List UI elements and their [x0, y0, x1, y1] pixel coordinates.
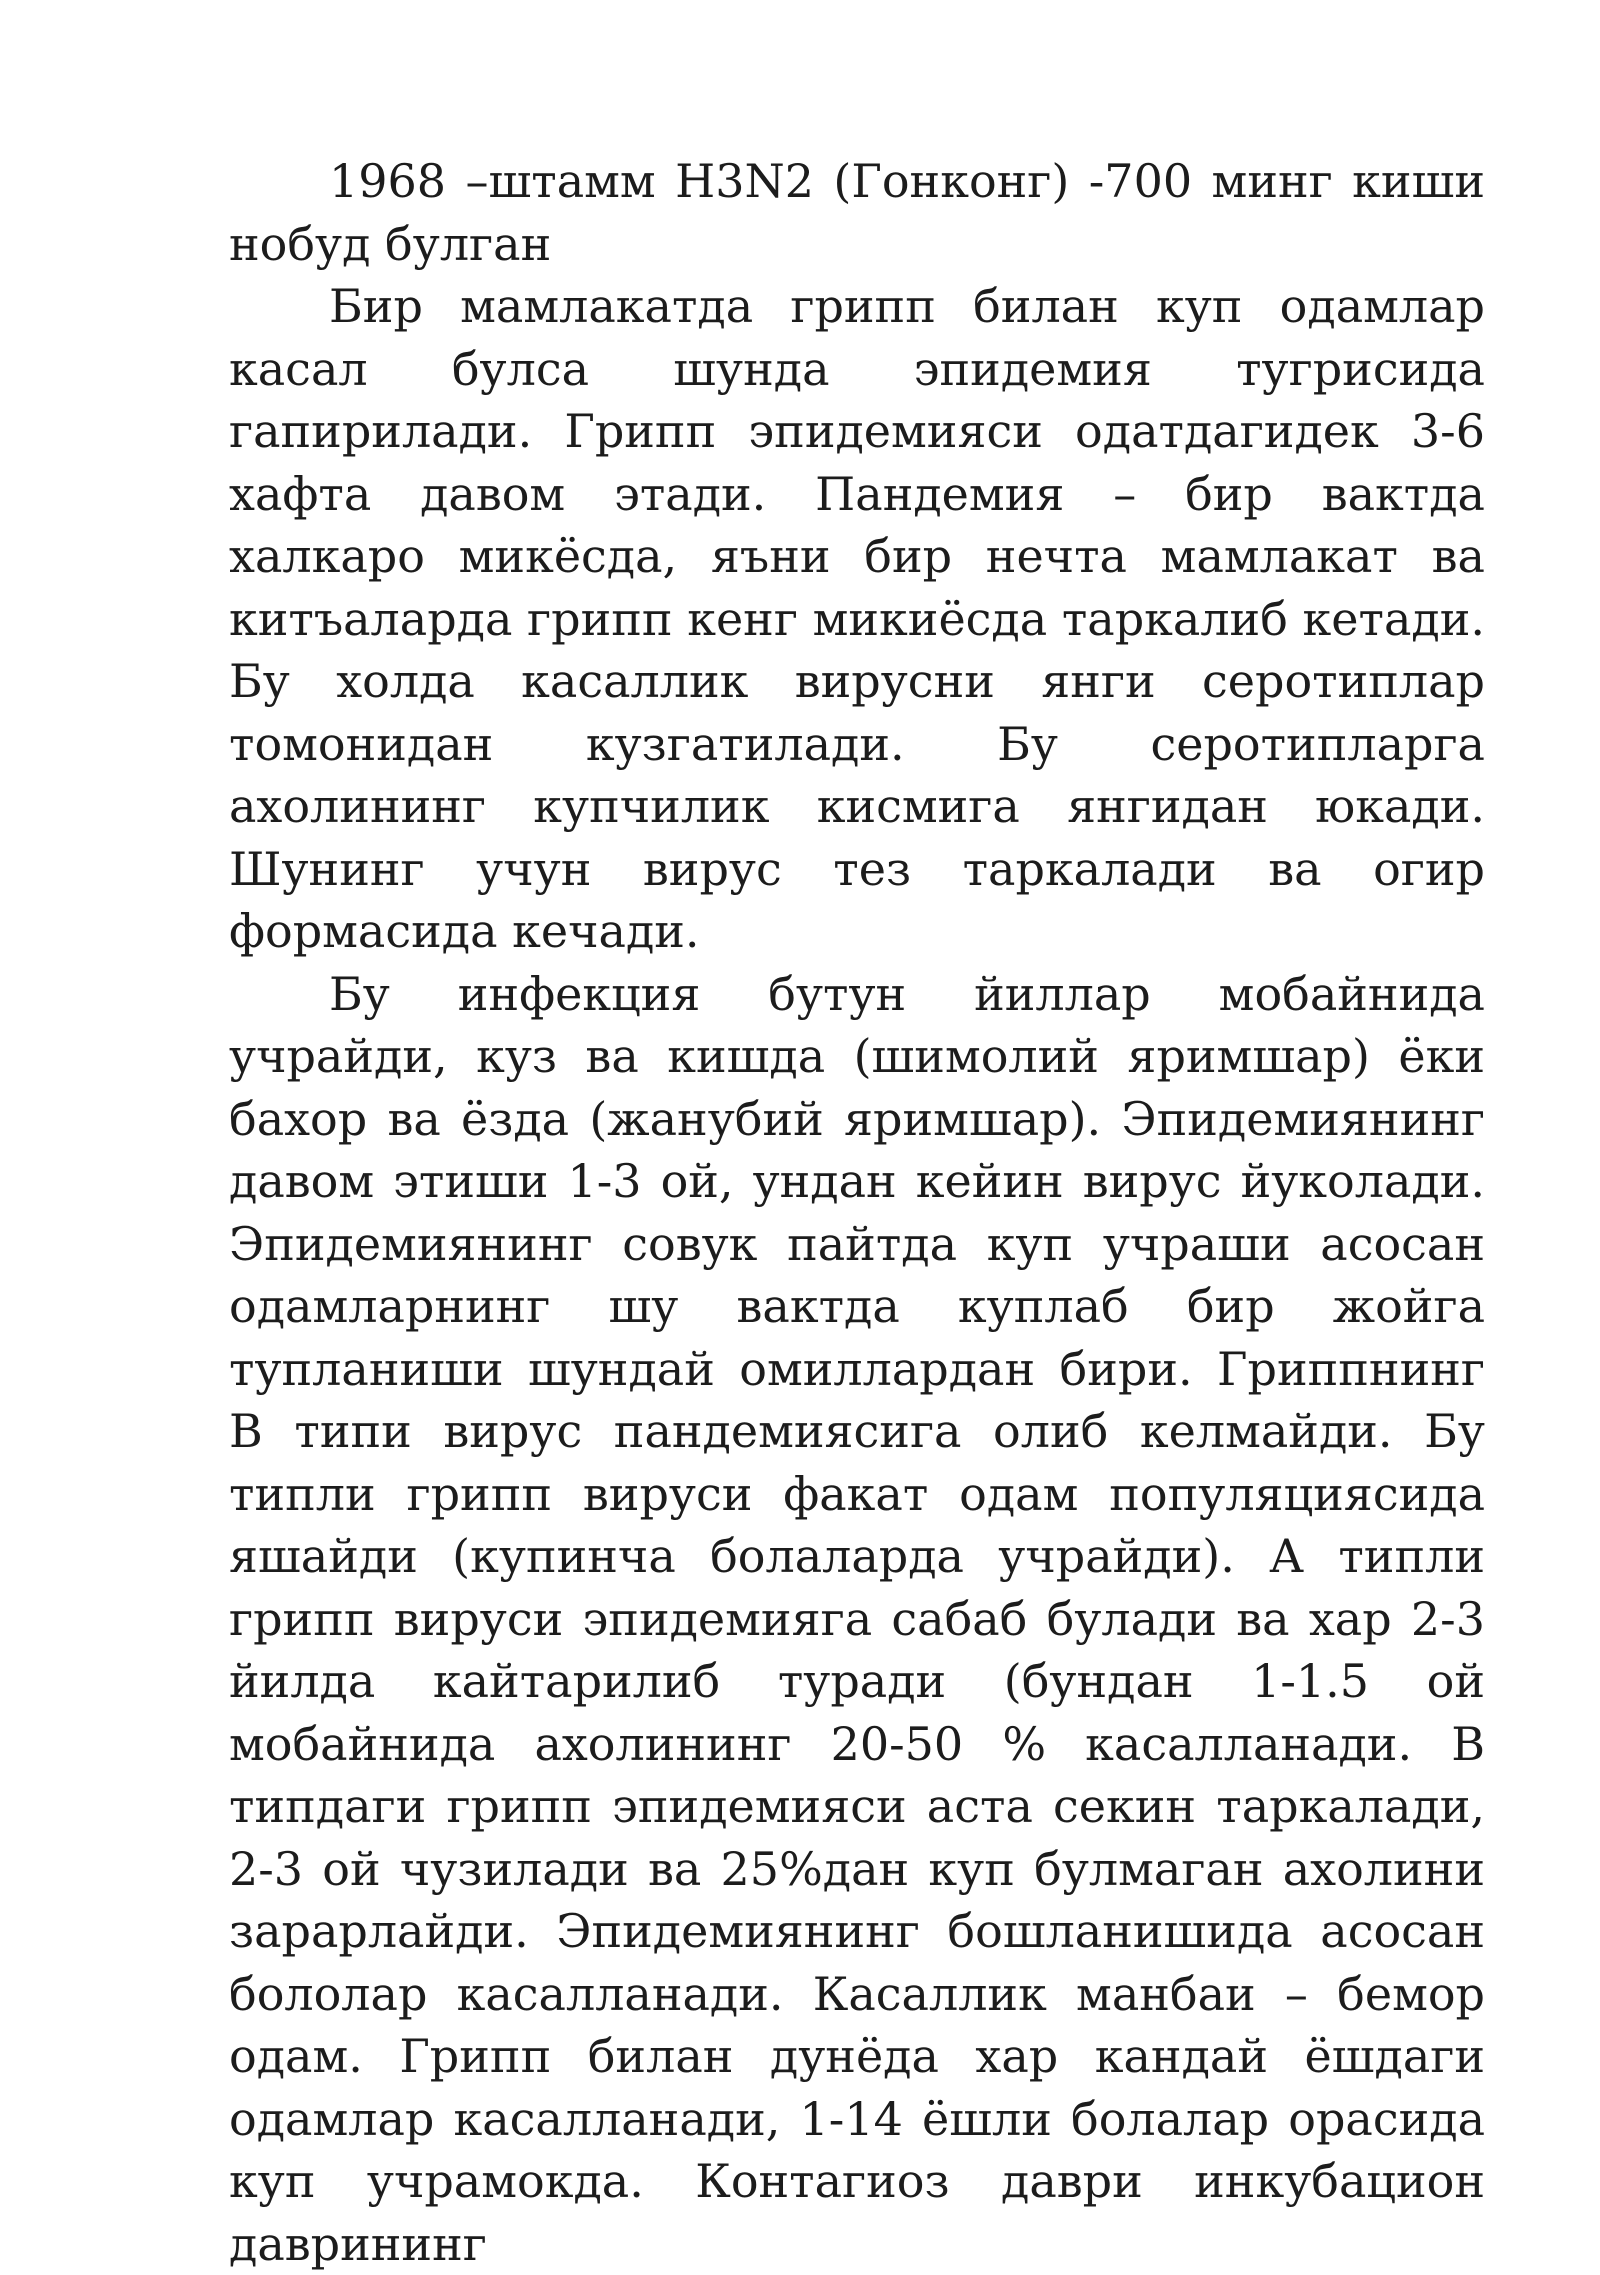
paragraph-epidemic-pandemic: Бир мамлакатда грипп билан куп одамлар касал булса шунда эпидемия тугрисида гапирилади. Грипп эпидемияси одатдагидек 3-6 хафта давом этади. Пандемия – бир вактда халкаро микёсда, яъни бир нечта мамлакат ва китъаларда грипп кенг микиёсда таркалиб кетади. Бу холда касаллик вирусни янги серотиплар томонидан кузгатилади. Бу серотипларга ахолининг купчилик кисмига янгидан юкади. Шунинг учун вирус тез таркалади ва огир формасида кечади.	[229, 275, 1485, 963]
paragraph-seasonality: Бу инфекция бутун йиллар мобайнида учрайди, куз ва кишда (шимолий яримшар) ёки бахор ва ёзда (жанубий яримшар). Эпидемиянинг давом этиши 1-3 ой, ундан кейин вирус йуколади. Эпидемиянинг совук пайтда куп учраши асосан одамларнинг шу вактда куплаб бир жойга тупланиши шундай омиллардан бири. Гриппнинг В типи вирус пандемиясига олиб келмайди. Бу типли грипп вируси факат одам популяциясида яшайди (купинча болаларда учрайди). А типли грипп вируси эпидемияга сабаб булади ва хар 2-3 йилда кайтарилиб туради (бундан 1-1.5 ой мобайнида ахолининг 20-50 % касалланади. В типдаги грипп эпидемияси аста секин таркалади, 2-3 ой чузилади ва 25%дан куп булмаган ахолини зарарлайди. Эпидемиянинг бошланишида асосан бололар касалланади. Касаллик манбаи – бемор одам. Грипп билан дунёда хар кандай ёшдаги одамлар касалланади, 1-14 ёшли болалар орасида куп учрамокда. Контагиоз даври инкубацион даврининг	[229, 963, 1485, 2275]
document-page	[229, 150, 1485, 2275]
paragraph-h3n2-1968: 1968 –штамм H3N2 (Гонконг) -700 минг киши нобуд булган	[229, 150, 1485, 275]
